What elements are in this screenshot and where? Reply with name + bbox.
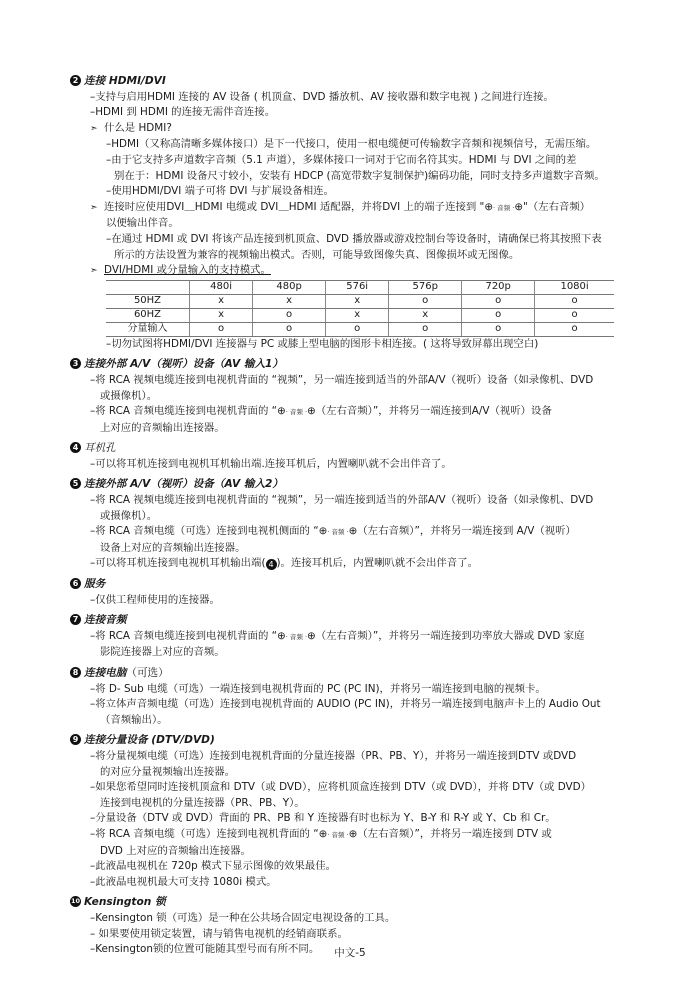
table-cell: o xyxy=(462,322,535,336)
table-header-row xyxy=(106,280,614,294)
section-number-badge: 8 xyxy=(70,667,81,678)
section-title: 连接外部 A/V（视听）设备（AV 输入1） xyxy=(84,358,284,371)
text-fragment: –将 RCA 音频电缆连接到电视机背面的 “ xyxy=(90,405,278,418)
text-line xyxy=(84,556,664,572)
text-line: – 如果要使用锁定装置，请与销售电视机的经销商联系。 xyxy=(90,927,348,940)
text-line: （音频输出）。 xyxy=(100,713,168,726)
text-fragment: –将 RCA 音频电缆（可选）连接到电视机侧面的 “ xyxy=(90,525,319,538)
table-cell: 分量输入 xyxy=(106,322,190,336)
arrow-icon: ➣ xyxy=(90,202,98,213)
table-cell: x xyxy=(190,308,253,322)
audio-jack-r-icon: ⊕ xyxy=(514,200,524,213)
audio-jack-label: · 音频 · xyxy=(493,203,515,212)
text-line: –Kensington锁的位置可能随其型号而有所不同。 xyxy=(90,943,320,956)
audio-jack-label: · 音频 · xyxy=(285,408,308,417)
note-table-title xyxy=(84,263,664,280)
section-number-badge: 3 xyxy=(70,358,81,369)
text-line: –如果您希望同时连接机顶盒和 DTV（或 DVD），应将机顶盒连接到 DTV（或 DVD），并将 DTV（或 DVD） xyxy=(90,781,592,794)
text-line xyxy=(84,404,664,421)
table-header-cell: 576i xyxy=(326,280,389,294)
text-line xyxy=(84,827,664,844)
text-line: 所示的方法设置为兼容的视频输出模式。否则，可能导致图像失真、图像损坏或无图像。 xyxy=(114,248,520,261)
section-av-in-1 xyxy=(72,357,664,436)
text-line: –Kensington 锁（可选）是一种在公共场合固定电视设备的工具。 xyxy=(90,911,396,924)
table-cell: x xyxy=(253,294,326,308)
text-line: 影院连接器上对应的音频。 xyxy=(100,646,225,659)
text-fragment: "（左右音频） xyxy=(523,200,591,213)
table-header-cell xyxy=(106,280,190,294)
section-title: 连接外部 A/V（视听）设备（AV 输入2） xyxy=(84,478,284,491)
audio-jack-label: · 音频 · xyxy=(327,830,349,839)
text-line: DVD 上对应的音频输出连接器。 xyxy=(100,844,251,857)
text-line: 上对应的音频输出连接器。 xyxy=(100,421,225,434)
table-row xyxy=(106,322,614,336)
table-title: DVI/HDMI 或分量输入的支持模式。 xyxy=(104,264,271,277)
text-line: –此液晶电视机在 720p 模式下显示图像的效果最佳。 xyxy=(90,860,337,873)
table-row xyxy=(106,308,614,322)
text-line: –可以将耳机连接到电视机耳机输出端.连接耳机后，内置喇叭就不会出伴音了。 xyxy=(90,457,452,470)
section-hdmi-dvi xyxy=(72,74,664,352)
text-line: –由于它支持多声道数字音频（5.1 声道），多媒体接口一词对于它而名符其实。HDMI 与 DVI 之间的差 xyxy=(106,153,577,166)
section-number-badge: 4 xyxy=(70,442,81,453)
table-header-cell: 480p xyxy=(253,280,326,294)
table-cell: o xyxy=(253,308,326,322)
audio-jack-l-icon: ⊕ xyxy=(484,200,494,213)
text-line: –将立体声音频电缆（可选）连接到电视机背面的 AUDIO (PC IN)，并将另一端连接到电脑声卡上的 Audio Out xyxy=(90,698,601,711)
arrow-icon: ➣ xyxy=(90,266,98,277)
text-line: –支持与启用HDMI 连接的 AV 设备 ( 机顶盒、DVD 播放机、AV 接收器和数字电视 ) 之间进行连接。 xyxy=(90,90,554,103)
table-cell: x xyxy=(326,308,389,322)
manual-page xyxy=(70,74,664,963)
text-line: 设备上对应的音频输出连接器。 xyxy=(100,541,246,554)
text-line: 连接到电视机的分量连接器（PR、PB、Y）。 xyxy=(100,796,305,809)
page-number: 中文-5 xyxy=(334,947,366,959)
text-line: 或摄像机）。 xyxy=(100,389,158,402)
text-line: –HDMI 到 HDMI 的连接无需伴音连接。 xyxy=(90,106,276,119)
text-line: 或摄像机）。 xyxy=(100,509,158,522)
section-title xyxy=(84,666,664,682)
text-fragment: –将 RCA 音频电缆（可选）连接到电视机背面的 “ xyxy=(90,827,319,840)
section-audio-out xyxy=(72,613,664,661)
section-title: 连接音频 xyxy=(84,614,127,627)
table-header-cell: 1080i xyxy=(535,280,614,294)
section-pc xyxy=(72,666,664,728)
text-line: –分量设备（DTV 或 DVD）背面的 PR、PB 和 Y 连接器有时也标为 Y、B-Y 和 R-Y 或 Y、Cb 和 Cr。 xyxy=(90,812,556,825)
table-cell: o xyxy=(326,322,389,336)
table-cell: o xyxy=(462,294,535,308)
table-cell: x xyxy=(190,294,253,308)
text-fragment: –将 RCA 音频电缆连接到电视机背面的 “ xyxy=(90,629,278,642)
section-title: 服务 xyxy=(84,578,106,591)
audio-jack-r-icon: ⊕ xyxy=(307,629,316,642)
table-cell: x xyxy=(389,308,462,322)
table-cell: 60HZ xyxy=(106,308,190,322)
section-component xyxy=(72,733,664,890)
text-fragment: （左右音频）”，并将另一端连接到 DTV 或 xyxy=(357,827,552,840)
section-title: 连接分量设备 (DTV/DVD) xyxy=(84,734,215,747)
section-number-badge: 5 xyxy=(70,478,81,489)
section-av-in-2 xyxy=(72,477,664,572)
table-cell: o xyxy=(535,308,614,322)
audio-jack-l-icon: ⊕ xyxy=(318,525,328,538)
table-cell: o xyxy=(462,308,535,322)
section-title: 耳机孔 xyxy=(84,442,116,455)
text-line: –切勿试图将HDMI/DVI 连接器与 PC 或膝上型电脑的图形卡相连接。( 这将导致屏幕出现空白) xyxy=(106,337,539,350)
audio-jack-r-icon: ⊕ xyxy=(348,827,358,840)
section-title: 连接 HDMI/DVI xyxy=(84,75,166,87)
section-number-badge: 10 xyxy=(70,897,81,906)
text-line xyxy=(84,524,664,541)
table-header-cell: 480i xyxy=(190,280,253,294)
text-line: 的对应分量视频输出连接器。 xyxy=(100,765,236,778)
table-header-cell: 576p xyxy=(389,280,462,294)
audio-jack-label: · 音频 · xyxy=(327,528,349,537)
text-line: 别在于：HDMI 设备尺寸较小，安装有 HDCP (高宽带数字复制保护)编码功能，同时支持多声道数字音频。 xyxy=(114,169,605,182)
note-dvi-connection xyxy=(84,200,664,217)
title-suffix: （可选） xyxy=(126,667,169,679)
text-line xyxy=(84,629,664,646)
section-number-badge: 7 xyxy=(70,614,81,625)
text-line: –使用HDMI/DVI 端子可将 DVI 与扩展设备相连。 xyxy=(106,185,334,198)
audio-jack-l-icon: ⊕ xyxy=(277,629,286,642)
text-fragment: –可以将耳机连接到电视机耳机输出端( xyxy=(90,557,266,570)
table-cell: 50HZ xyxy=(106,294,190,308)
audio-jack-r-icon: ⊕ xyxy=(307,405,316,418)
table-cell: o xyxy=(389,294,462,308)
text-line: –HDMI（又称高清晰多媒体接口）是下一代接口，使用一根电缆便可传输数字音频和视频信号，无需压缩。 xyxy=(106,138,597,151)
table-cell: o xyxy=(535,294,614,308)
text-line: –将分量视频电缆（可选）连接到电视机背面的分量连接器（PR、PB、Y），并将另一端连接到DTV 或DVD xyxy=(90,749,577,762)
table-cell: o xyxy=(535,322,614,336)
text-line: –在通过 HDMI 或 DVI 将该产品连接到机顶盒、DVD 播放器或游戏控制台等设备时，请确保已将其按照下表 xyxy=(106,232,602,245)
section-number-badge: 6 xyxy=(70,578,81,589)
text-line: –将 RCA 视频电缆连接到电视机背面的 “视频”，另一端连接到适当的外部A/V（视听）设备（如录像机、DVD xyxy=(90,494,594,507)
text-fragment: （左右音频）”，并将另一端连接到 A/V（视听） xyxy=(357,525,576,538)
audio-jack-l-icon: ⊕ xyxy=(277,405,286,418)
section-number-badge: 2 xyxy=(70,75,81,86)
audio-jack-l-icon: ⊕ xyxy=(318,827,328,840)
text-line: –将 D- Sub 电缆（可选）一端连接到电视机背面的 PC (PC IN)，并将另一端连接到电脑的视频卡。 xyxy=(90,682,546,695)
audio-jack-r-icon: ⊕ xyxy=(348,525,358,538)
text-fragment: 连接时应使用DVI＿HDMI 电缆或 DVI＿HDMI 适配器，并将DVI 上的端子连接到 " xyxy=(104,200,485,213)
table-cell: x xyxy=(326,294,389,308)
text-line: –仅供工程师使用的连接器。 xyxy=(90,593,220,606)
arrow-icon: ➣ xyxy=(90,123,98,134)
text-line: –此液晶电视机最大可支持 1080i 模式。 xyxy=(90,875,277,888)
table-row xyxy=(106,294,614,308)
title-text: 连接电脑 xyxy=(84,667,127,679)
table-cell: o xyxy=(253,322,326,336)
table-header-cell: 720p xyxy=(462,280,535,294)
text-fragment: （左右音频）”，并将另一端连接到A/V（视听）设备 xyxy=(315,405,552,418)
section-headphone xyxy=(72,441,664,472)
text-fragment: )。连接耳机后，内置喇叭就不会出伴音了。 xyxy=(276,557,478,570)
table-cell: o xyxy=(190,322,253,336)
text-line: 以便输出伴音。 xyxy=(106,217,179,230)
section-number-badge: 9 xyxy=(70,734,81,745)
text-line: –将 RCA 视频电缆连接到电视机背面的 “视频”，另一端连接到适当的外部A/V（视听）设备（如录像机、DVD xyxy=(90,373,594,386)
section-title: Kensington 锁 xyxy=(84,896,166,909)
audio-jack-label: · 音频 · xyxy=(285,632,308,641)
supported-modes-table xyxy=(106,280,614,337)
note-title: 什么是 HDMI? xyxy=(104,121,172,134)
note-what-is-hdmi xyxy=(84,121,664,138)
text-fragment: （左右音频）”，并将另一端连接到功率放大器或 DVD 家庭 xyxy=(315,629,585,642)
table-cell: o xyxy=(389,322,462,336)
headphone-ref-badge: 4 xyxy=(266,559,277,570)
section-service xyxy=(72,577,664,608)
